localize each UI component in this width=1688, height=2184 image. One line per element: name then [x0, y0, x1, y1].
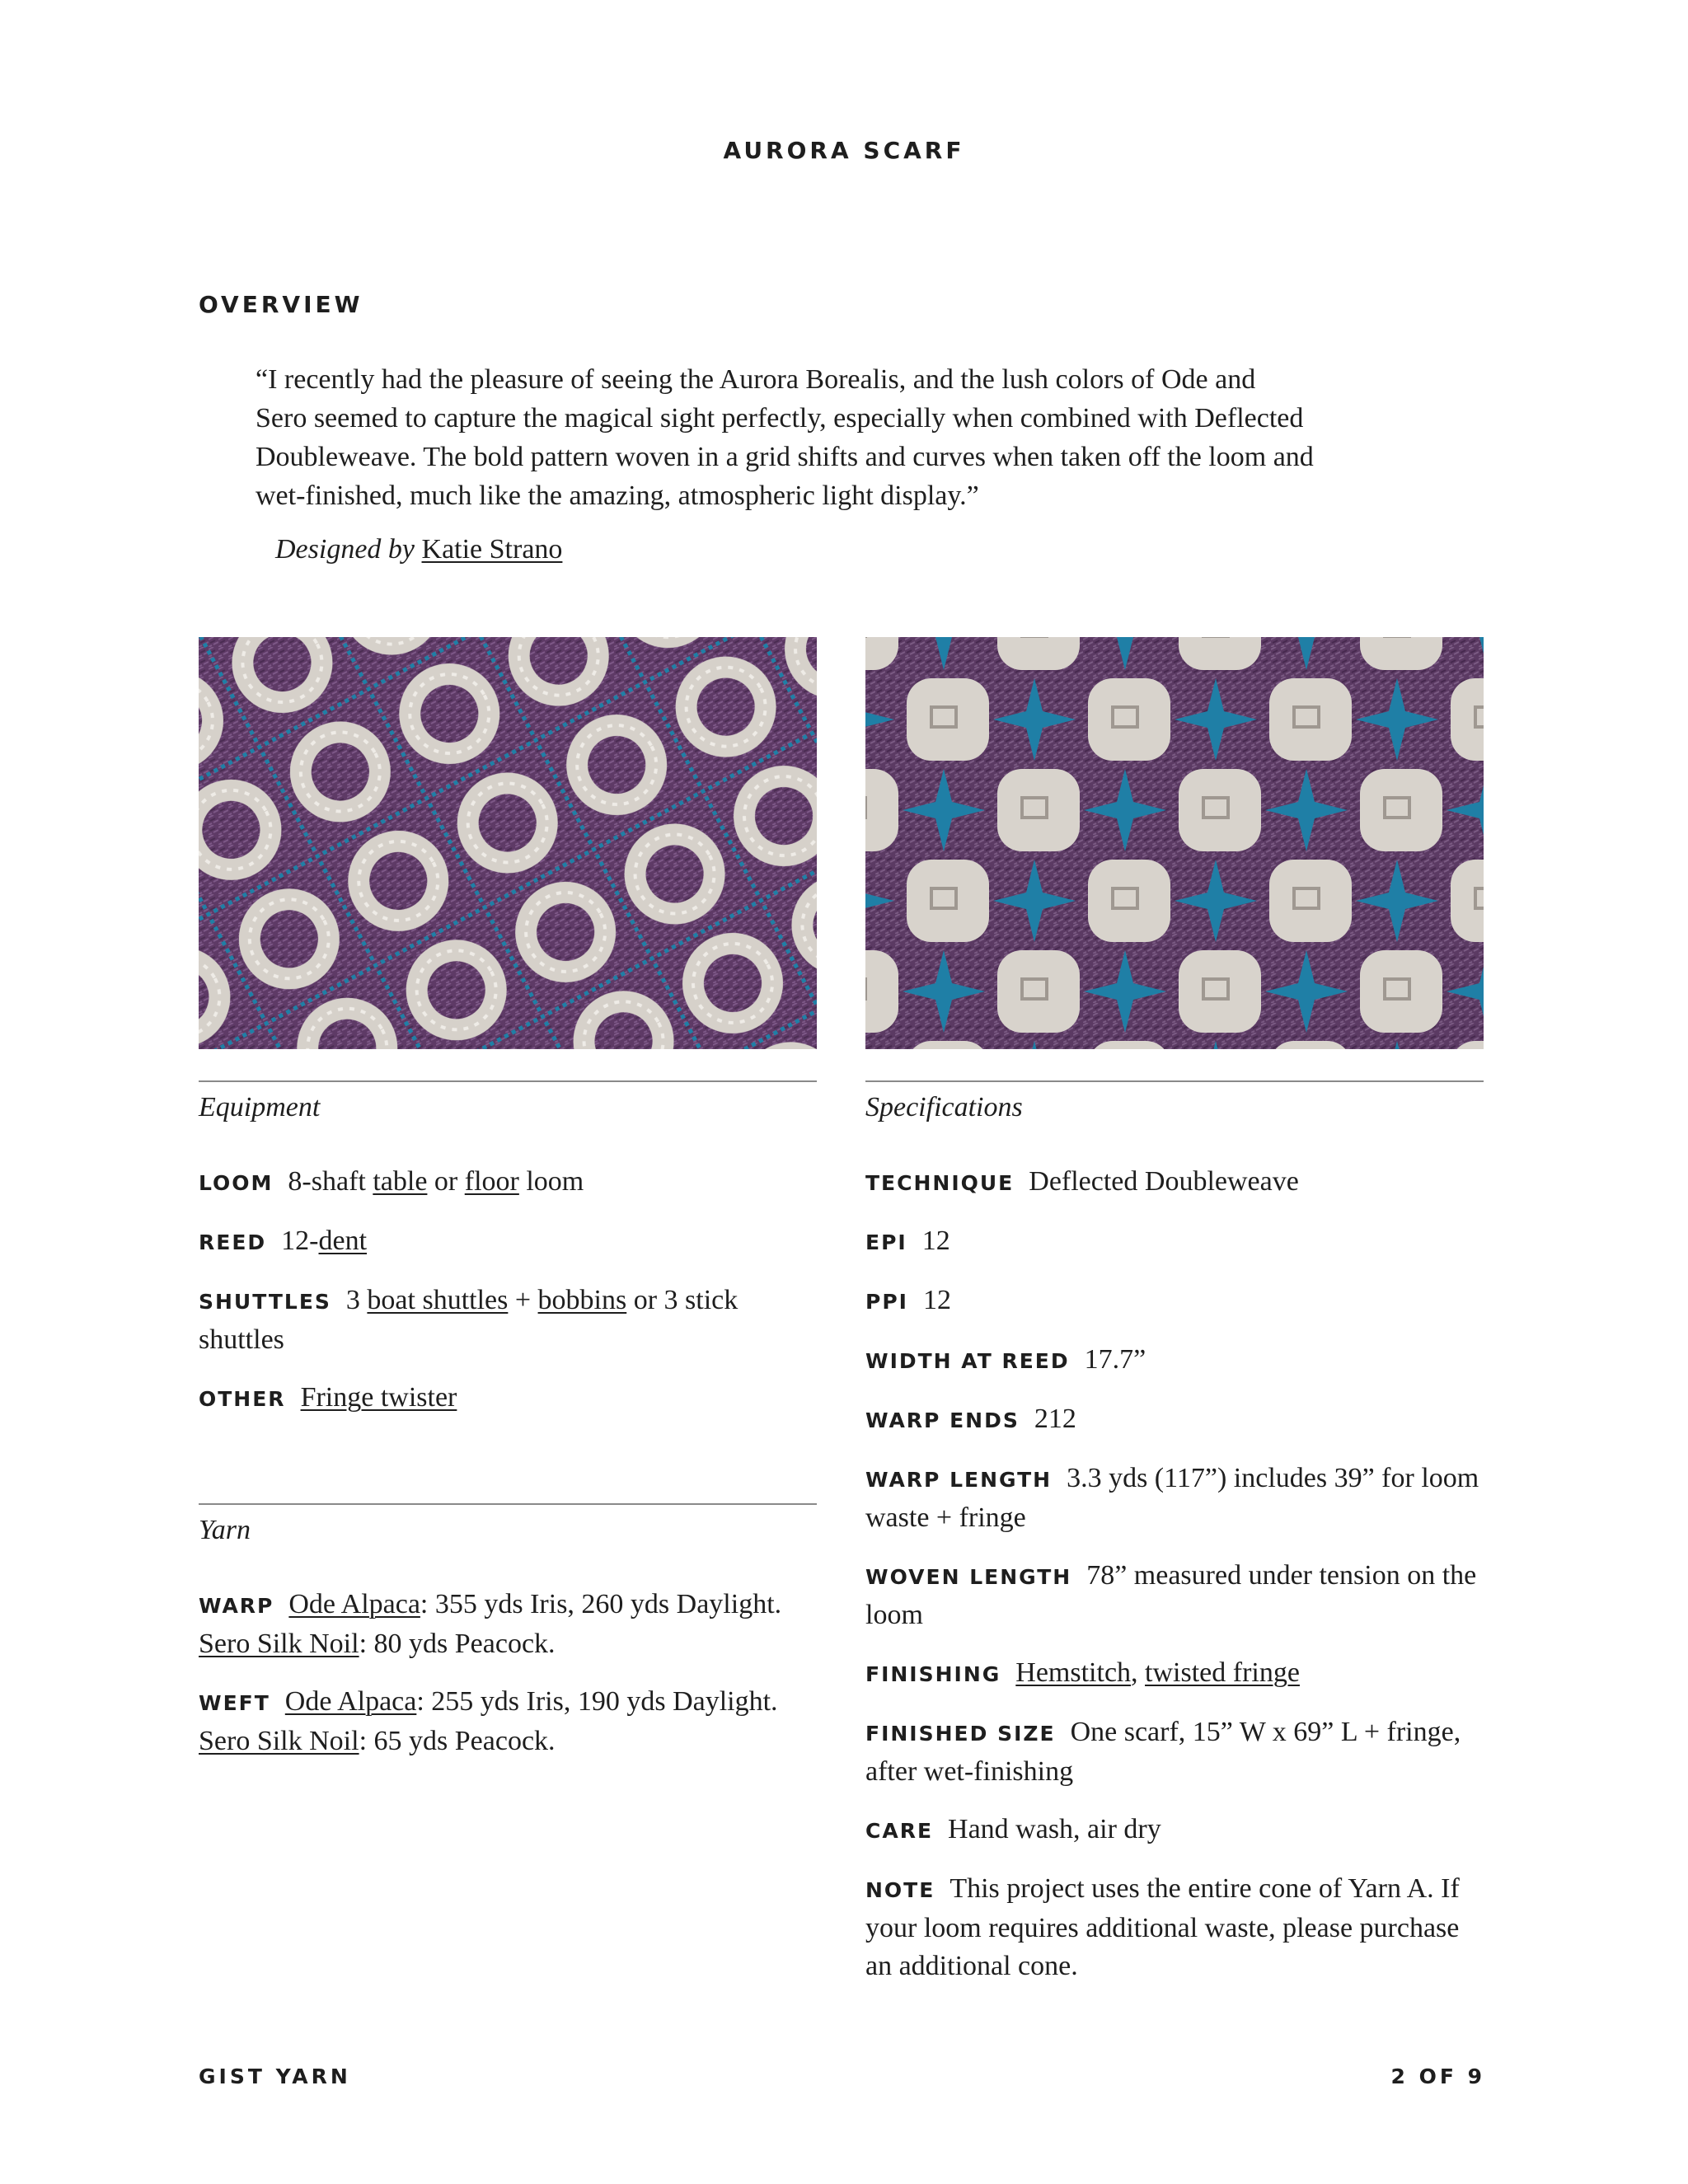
quote-line: wet-finished, much like the amazing, atmospheric light display.”	[256, 480, 979, 511]
note-entry	[865, 1870, 1484, 1985]
quote-line: Sero seemed to capture the magical sight perfectly, especially when combined with Deflected	[256, 403, 1304, 434]
technique-entry	[865, 1163, 1484, 1202]
other-entry	[199, 1379, 817, 1418]
equipment-heading: Equipment	[199, 1092, 321, 1122]
epi-label: EPI	[865, 1230, 907, 1254]
section-divider	[199, 1503, 817, 1505]
woven-length-entry	[865, 1557, 1484, 1634]
finishing-entry	[865, 1654, 1484, 1694]
footer-brand: GIST YARN	[199, 2064, 351, 2088]
finished-size-entry	[865, 1713, 1484, 1791]
shuttles-entry	[199, 1282, 817, 1359]
ppi-label: PPI	[865, 1290, 908, 1314]
loom-text: 8-shaft	[288, 1166, 373, 1197]
loom-text: loom	[518, 1166, 584, 1197]
yarn-heading: Yarn	[199, 1515, 251, 1545]
finished-size-label: FINISHED SIZE	[865, 1722, 1056, 1746]
epi-entry	[865, 1222, 1484, 1262]
warp-ends-value: 212	[1034, 1404, 1076, 1434]
epi-value: 12	[921, 1226, 950, 1256]
warp-length-label: WARP LENGTH	[865, 1468, 1053, 1492]
ode-alpaca-link[interactable]: Ode Alpaca	[284, 1686, 417, 1717]
specifications-section	[865, 1080, 1484, 1985]
reed-entry	[199, 1222, 817, 1262]
finished-size-value: One scarf, 15” W x 69” L + fringe, after wet-finishing	[865, 1717, 1461, 1787]
other-label: OTHER	[199, 1387, 286, 1411]
care-label: CARE	[865, 1819, 934, 1843]
width-at-reed-entry	[865, 1341, 1484, 1380]
warp-ends-entry	[865, 1400, 1484, 1440]
twisted-fringe-link[interactable]: twisted fringe	[1145, 1657, 1300, 1688]
width-at-reed-label: WIDTH AT REED	[865, 1349, 1070, 1373]
finishing-label: FINISHING	[865, 1662, 1001, 1686]
hemstitch-link[interactable]: Hemstitch	[1015, 1657, 1132, 1688]
shuttles-text: +	[508, 1285, 538, 1315]
weft-yarn-text: : 255 yds Iris, 190 yds Daylight.	[416, 1686, 778, 1717]
warp-length-entry	[865, 1460, 1484, 1537]
weft-label: WEFT	[199, 1691, 270, 1715]
note-label: NOTE	[865, 1878, 935, 1902]
designer-credit	[275, 534, 562, 565]
woven-sample-photo-squares	[865, 637, 1484, 1049]
ode-alpaca-link[interactable]: Ode Alpaca	[288, 1589, 420, 1619]
page-number: 2 OF 9	[1390, 2064, 1485, 2088]
equipment-section	[199, 1080, 817, 1418]
table-loom-link[interactable]: table	[373, 1166, 428, 1197]
boat-shuttles-link[interactable]: boat shuttles	[367, 1285, 509, 1315]
woven-length-label: WOVEN LENGTH	[865, 1565, 1072, 1589]
woven-sample-photo-rings	[199, 637, 817, 1049]
note-value: This project uses the entire cone of Yarn A. If your loom requires additional waste, please purchase an additional cone.	[865, 1873, 1460, 1981]
woven-length-value: 78” measured under tension on the loom	[865, 1560, 1477, 1630]
quote-line: “I recently had the pleasure of seeing the Aurora Borealis, and the lush colors of Ode and	[256, 364, 1256, 395]
yarn-section	[199, 1503, 817, 1760]
designer-quote	[256, 360, 1411, 515]
finishing-separator: ,	[1131, 1657, 1146, 1688]
shuttles-text: or 3 stick shuttles	[199, 1285, 738, 1355]
floor-loom-link[interactable]: floor	[464, 1166, 519, 1197]
fringe-twister-link[interactable]: Fringe twister	[300, 1382, 457, 1413]
sero-silk-noil-link[interactable]: Sero Silk Noil	[199, 1629, 359, 1659]
shuttles-text: 3	[345, 1285, 368, 1315]
warp-yarn-text: : 80 yds Peacock.	[359, 1629, 556, 1659]
reed-label: REED	[199, 1230, 267, 1254]
ppi-value: 12	[922, 1285, 951, 1315]
bobbins-link[interactable]: bobbins	[537, 1285, 627, 1315]
designed-by-label: Designed by	[275, 534, 415, 565]
warp-yarn-text: : 355 yds Iris, 260 yds Daylight.	[420, 1589, 782, 1619]
dent-link[interactable]: dent	[318, 1226, 368, 1256]
care-entry	[865, 1811, 1484, 1850]
technique-label: TECHNIQUE	[865, 1171, 1015, 1195]
quote-line: Doubleweave. The bold pattern woven in a grid shifts and curves when taken off the loom and	[256, 442, 1314, 472]
ppi-entry	[865, 1282, 1484, 1321]
overview-heading: OVERVIEW	[199, 291, 363, 318]
section-divider	[865, 1080, 1484, 1082]
loom-entry	[199, 1163, 817, 1202]
specifications-heading: Specifications	[865, 1092, 1023, 1122]
warp-label: WARP	[199, 1594, 274, 1618]
warp-ends-label: WARP ENDS	[865, 1408, 1020, 1432]
loom-text: or	[427, 1166, 465, 1197]
warp-length-value: 3.3 yds (117”) includes 39” for loom waste + fringe	[865, 1463, 1479, 1533]
width-at-reed-value: 17.7”	[1084, 1344, 1146, 1375]
technique-value: Deflected Doubleweave	[1029, 1166, 1299, 1197]
reed-text: 12-	[281, 1226, 319, 1256]
page-title: AURORA SCARF	[723, 137, 965, 164]
designer-link[interactable]: Katie Strano	[421, 534, 563, 565]
section-divider	[199, 1080, 817, 1082]
warp-yarn-entry	[199, 1586, 817, 1663]
shuttles-label: SHUTTLES	[199, 1290, 331, 1314]
sero-silk-noil-link[interactable]: Sero Silk Noil	[199, 1726, 359, 1756]
care-value: Hand wash, air dry	[948, 1814, 1161, 1844]
loom-label: LOOM	[199, 1171, 274, 1195]
weft-yarn-text: : 65 yds Peacock.	[359, 1726, 556, 1756]
weft-yarn-entry	[199, 1683, 817, 1760]
